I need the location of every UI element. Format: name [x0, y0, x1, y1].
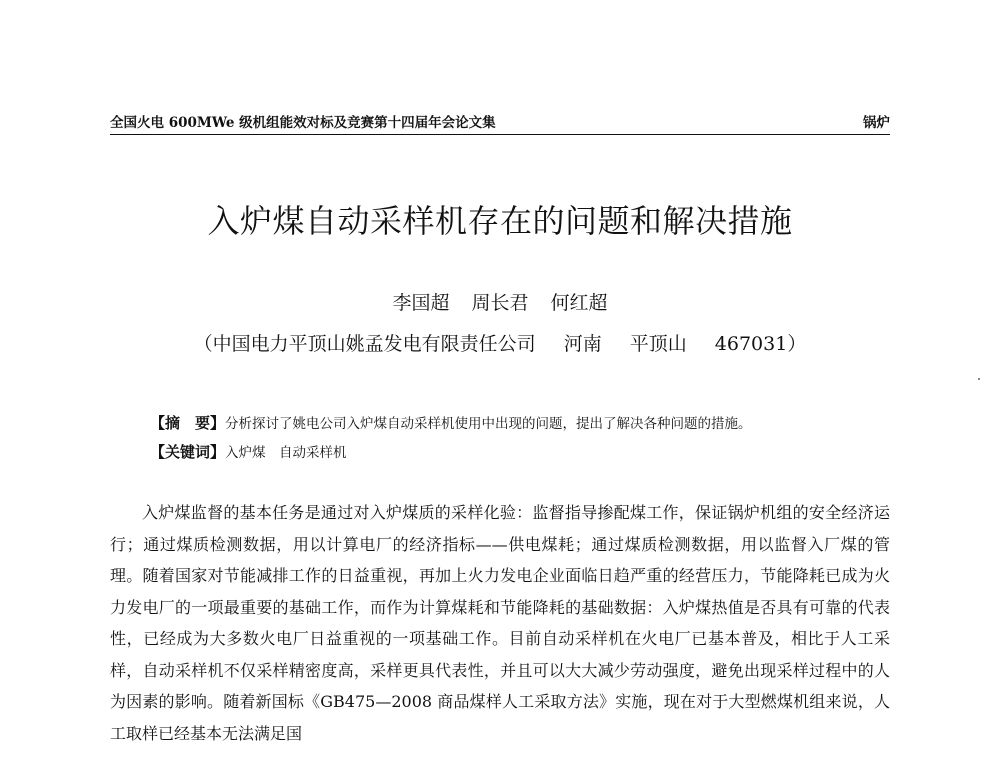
- header-proceedings-title: 全国火电 600MWe 级机组能效对标及竞赛第十四届年会论文集: [110, 115, 496, 131]
- keywords-text: 入炉煤 自动采样机: [225, 445, 347, 461]
- abstract-label: 【摘 要】: [150, 414, 226, 432]
- running-header: [110, 113, 890, 135]
- scan-speck: [978, 378, 980, 380]
- header-section: 锅炉: [863, 115, 890, 131]
- keywords-label: 【关键词】: [150, 443, 226, 461]
- body-paragraph: 入炉煤监督的基本任务是通过对入炉煤质的采样化验：监督指导掺配煤工作，保证锅炉机组的安全经济运行；通过煤质检测数据，用以计算电厂的经济指标——供电煤耗；通过煤质检测数据，用以监督入厂煤的管理。随着国家对节能减排工作的日益重视，再加上火力发电企业面临日趋严重的经营压力，节能降耗已成为火力发电厂的一项最重要的基础工作，而作为计算煤耗和节能降耗的基础数据：入炉煤热值是否具有可靠的代表性，已经成为大多数火电厂日益重视的一项基础工作。目前自动采样机在火电厂已基本普及，相比于人工采样，自动采样机不仅采样精密度高，采样更具代表性，并且可以大大减少劳动强度，避免出现采样过程中的人为因素的影响。随着新国标《GB475—2008 商品煤样人工采取方法》实施，现在对于大型燃煤机组来说，人工取样已经基本无法满足国: [110, 503, 890, 743]
- paper-title: 入炉煤自动采样机存在的问题和解决措施: [207, 202, 793, 240]
- keywords: [150, 441, 910, 462]
- abstract: [150, 412, 910, 433]
- authors: 李国超 周长君 何红超: [392, 292, 608, 314]
- body-text: [110, 497, 890, 749]
- abstract-text: 分析探讨了姚电公司入炉煤自动采样机使用中出现的问题，提出了解决各种问题的措施。: [225, 416, 752, 432]
- affiliation: （中国电力平顶山姚孟发电有限责任公司 河南 平顶山 467031）: [193, 333, 807, 355]
